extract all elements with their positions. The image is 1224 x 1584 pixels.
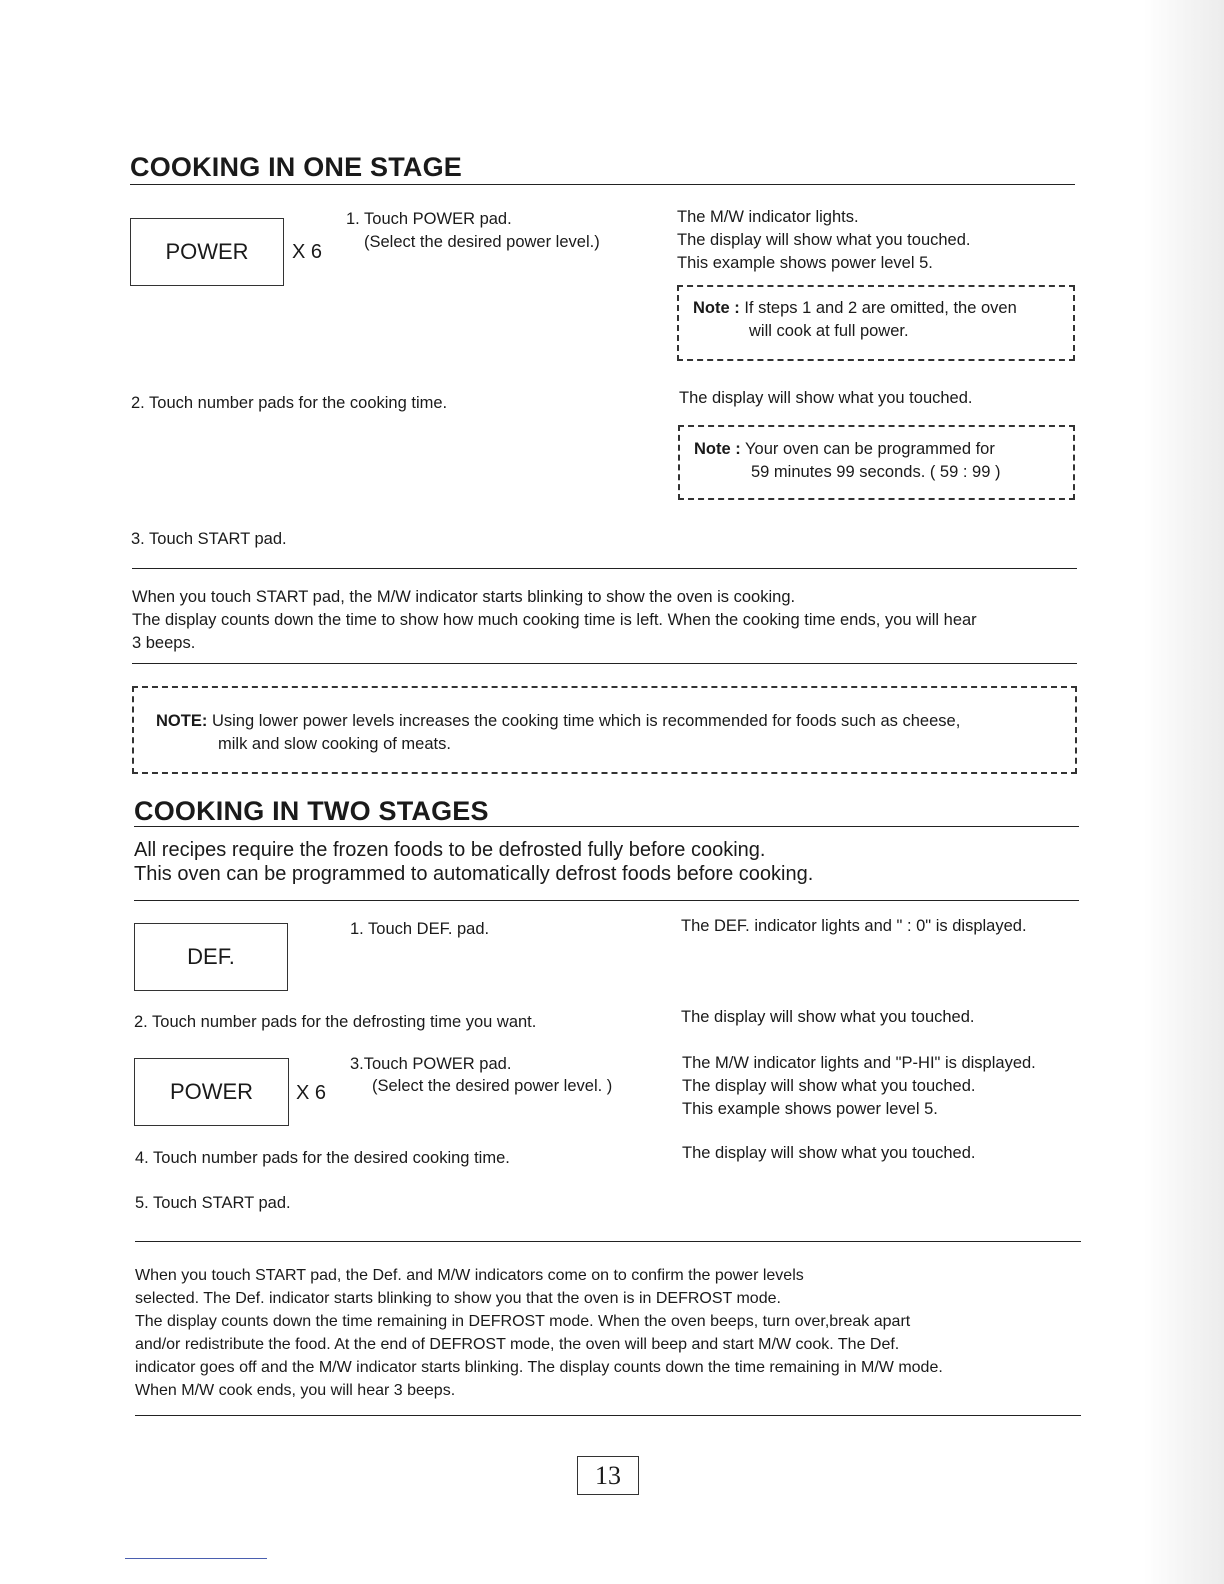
footer-blue-line [125,1558,267,1559]
step-3-subtext: (Select the desired power level. ) [372,1077,613,1095]
summary-line: indicator goes off and the M/W indicator starts blinking. The display counts down the time remaining in M/W mode. [135,1359,943,1376]
note-label: NOTE: [156,712,208,730]
power-pad-button[interactable]: POWER [134,1058,289,1126]
summary-line: selected. The Def. indicator starts blinking to show you that the oven is in DEFROST mode. [135,1290,781,1307]
intro-line: This oven can be programmed to automatically defrost foods before cooking. [134,863,814,885]
intro-rule [134,900,1079,901]
intro-line: All recipes require the frozen foods to be defrosted fully before cooking. [134,839,766,861]
summary-line: When you touch START pad, the Def. and M/W indicators come on to confirm the power levels [135,1267,804,1284]
step-3-result-1: The M/W indicator lights and "P-HI" is displayed. [682,1054,1036,1072]
step-2-result: The display will show what you touched. [679,389,973,407]
step-1-subtext: (Select the desired power level.) [364,233,600,251]
summary-rule-top [135,1241,1081,1242]
section-title-two-stages: COOKING IN TWO STAGES [134,796,489,826]
note-text: Your oven can be programmed for [745,440,995,458]
summary-rule-top [132,568,1077,569]
summary-line: When M/W cook ends, you will hear 3 beeps. [135,1382,456,1399]
page-number: 13 [577,1456,639,1495]
press-count: X 6 [292,241,323,263]
summary-line: and/or redistribute the food. At the end of DEFROST mode, the oven will beep and start M/W cook. The Def. [135,1336,900,1353]
step-2-text: 2. Touch number pads for the cooking time. [131,394,448,412]
summary-line: The display counts down the time to show how much cooking time is left. When the cooking time ends, you will hear [132,611,977,629]
step-1-text: 1. Touch POWER pad. [346,210,512,228]
step-3-result-3: This example shows power level 5. [682,1100,938,1118]
step-1-text: 1. Touch DEF. pad. [350,920,490,938]
step-3-result-2: The display will show what you touched. [682,1077,976,1095]
note-text: Using lower power levels increases the cooking time which is recommended for foods such as cheese, [211,712,961,730]
page-edge-shadow [1144,0,1224,1584]
step-1-result-2: The display will show what you touched. [677,231,971,249]
press-count: X 6 [296,1082,327,1104]
general-note-box [132,686,1077,774]
note-text: will cook at full power. [749,322,909,340]
note-text: If steps 1 and 2 are omitted, the oven [744,299,1017,317]
title-rule [130,184,1075,185]
note-text: 59 minutes 99 seconds. ( 59 : 99 ) [751,463,1001,481]
summary-line: 3 beeps. [132,634,196,652]
step-1-result-1: The M/W indicator lights. [677,208,859,226]
note-box-2 [678,425,1075,500]
step-1-result: The DEF. indicator lights and " : 0" is displayed. [681,917,1027,935]
step-3-text: 3.Touch POWER pad. [350,1055,512,1073]
summary-rule-bottom [135,1415,1081,1416]
step-2-text: 2. Touch number pads for the defrosting time you want. [134,1013,537,1031]
def-pad-button[interactable]: DEF. [134,923,288,991]
step-4-result: The display will show what you touched. [682,1144,976,1162]
summary-rule-bottom [132,663,1077,664]
step-3-text: 3. Touch START pad. [131,530,287,548]
step-5-text: 5. Touch START pad. [135,1194,291,1212]
power-pad-button[interactable]: POWER [130,218,284,286]
step-1-result-3: This example shows power level 5. [677,254,933,272]
note-text: milk and slow cooking of meats. [218,735,451,753]
summary-line: The display counts down the time remaining in DEFROST mode. When the oven beeps, turn over,break apart [135,1313,911,1330]
summary-line: When you touch START pad, the M/W indicator starts blinking to show the oven is cooking. [132,588,796,606]
note-label: Note : [693,299,740,317]
step-2-result: The display will show what you touched. [681,1008,975,1026]
note-label: Note : [694,440,741,458]
section-title-one-stage: COOKING IN ONE STAGE [130,152,463,182]
step-4-text: 4. Touch number pads for the desired cooking time. [135,1149,510,1167]
note-box-1 [677,285,1075,361]
title-rule [134,826,1079,827]
